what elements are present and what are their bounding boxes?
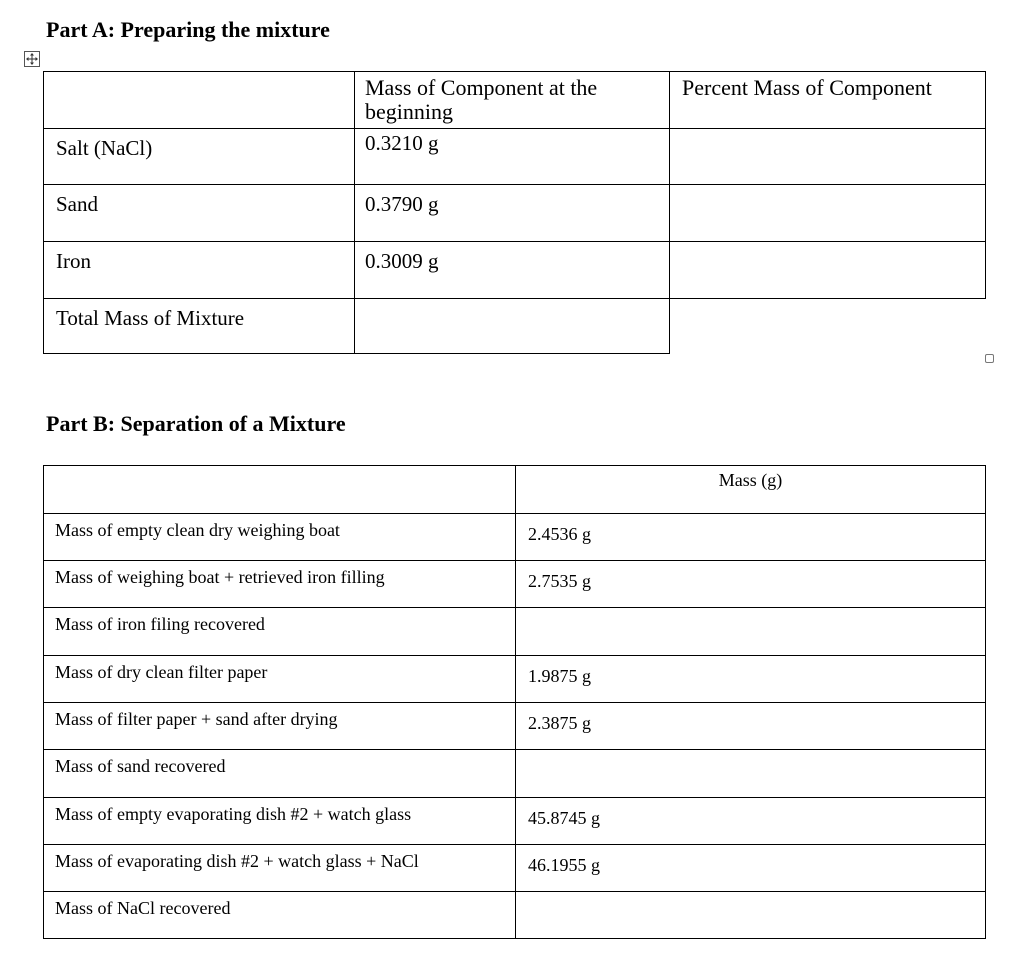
row-value[interactable]: 2.4536 g bbox=[516, 514, 986, 561]
part-a-header-blank-cell[interactable] bbox=[44, 72, 355, 129]
mass-g-header[interactable]: Mass (g) bbox=[516, 466, 986, 514]
table-move-handle-icon[interactable] bbox=[24, 51, 40, 67]
table-row bbox=[44, 466, 986, 514]
table-row bbox=[44, 845, 986, 892]
iron-mass[interactable]: 0.3009 g bbox=[355, 242, 670, 299]
table-row bbox=[44, 750, 986, 798]
row-value[interactable]: 45.8745 g bbox=[516, 798, 986, 845]
iron-percent[interactable] bbox=[670, 242, 986, 299]
move-arrows-icon bbox=[25, 52, 39, 66]
row-label[interactable]: Mass of dry clean filter paper bbox=[44, 656, 516, 703]
table-row bbox=[44, 242, 986, 299]
part-a-title: Part A: Preparing the mixture bbox=[46, 17, 330, 42]
percent-mass-header[interactable]: Percent Mass of Component bbox=[670, 72, 986, 129]
row-label[interactable]: Mass of filter paper + sand after drying bbox=[44, 703, 516, 750]
table-row bbox=[44, 129, 986, 185]
row-value[interactable]: 2.3875 g bbox=[516, 703, 986, 750]
row-label[interactable]: Mass of weighing boat + retrieved iron filling bbox=[44, 561, 516, 608]
row-label[interactable]: Mass of sand recovered bbox=[44, 750, 516, 798]
part-b-table bbox=[43, 465, 986, 939]
row-value[interactable] bbox=[516, 750, 986, 798]
iron-label[interactable]: Iron bbox=[44, 242, 355, 299]
row-label[interactable]: Mass of empty clean dry weighing boat bbox=[44, 514, 516, 561]
table-row bbox=[44, 514, 986, 561]
sand-label[interactable]: Sand bbox=[44, 185, 355, 242]
table-row bbox=[44, 185, 986, 242]
table-row bbox=[44, 299, 986, 354]
table-row bbox=[44, 892, 986, 939]
sand-mass[interactable]: 0.3790 g bbox=[355, 185, 670, 242]
table-row bbox=[44, 703, 986, 750]
row-value[interactable] bbox=[516, 608, 986, 656]
row-label[interactable]: Mass of iron filing recovered bbox=[44, 608, 516, 656]
mass-beginning-header[interactable]: Mass of Component at the beginning bbox=[355, 72, 670, 129]
total-mass-value[interactable] bbox=[355, 299, 670, 354]
part-a-table bbox=[43, 71, 986, 354]
row-value[interactable]: 1.9875 g bbox=[516, 656, 986, 703]
salt-percent[interactable] bbox=[670, 129, 986, 185]
table-row bbox=[44, 656, 986, 703]
salt-label[interactable]: Salt (NaCl) bbox=[44, 129, 355, 185]
salt-mass[interactable]: 0.3210 g bbox=[355, 129, 670, 185]
table-row bbox=[44, 798, 986, 845]
table-row bbox=[44, 72, 986, 129]
row-label[interactable]: Mass of empty evaporating dish #2 + watch glass bbox=[44, 798, 516, 845]
part-b-header-blank-cell[interactable] bbox=[44, 466, 516, 514]
resize-square-icon[interactable] bbox=[985, 354, 994, 363]
row-label[interactable]: Mass of evaporating dish #2 + watch glass + NaCl bbox=[44, 845, 516, 892]
empty-cell bbox=[670, 299, 986, 354]
sand-percent[interactable] bbox=[670, 185, 986, 242]
table-row bbox=[44, 608, 986, 656]
row-value[interactable]: 46.1955 g bbox=[516, 845, 986, 892]
table-row bbox=[44, 561, 986, 608]
row-value[interactable] bbox=[516, 892, 986, 939]
row-label[interactable]: Mass of NaCl recovered bbox=[44, 892, 516, 939]
part-b-title: Part B: Separation of a Mixture bbox=[46, 411, 346, 436]
row-value[interactable]: 2.7535 g bbox=[516, 561, 986, 608]
total-mass-label[interactable]: Total Mass of Mixture bbox=[44, 299, 355, 354]
